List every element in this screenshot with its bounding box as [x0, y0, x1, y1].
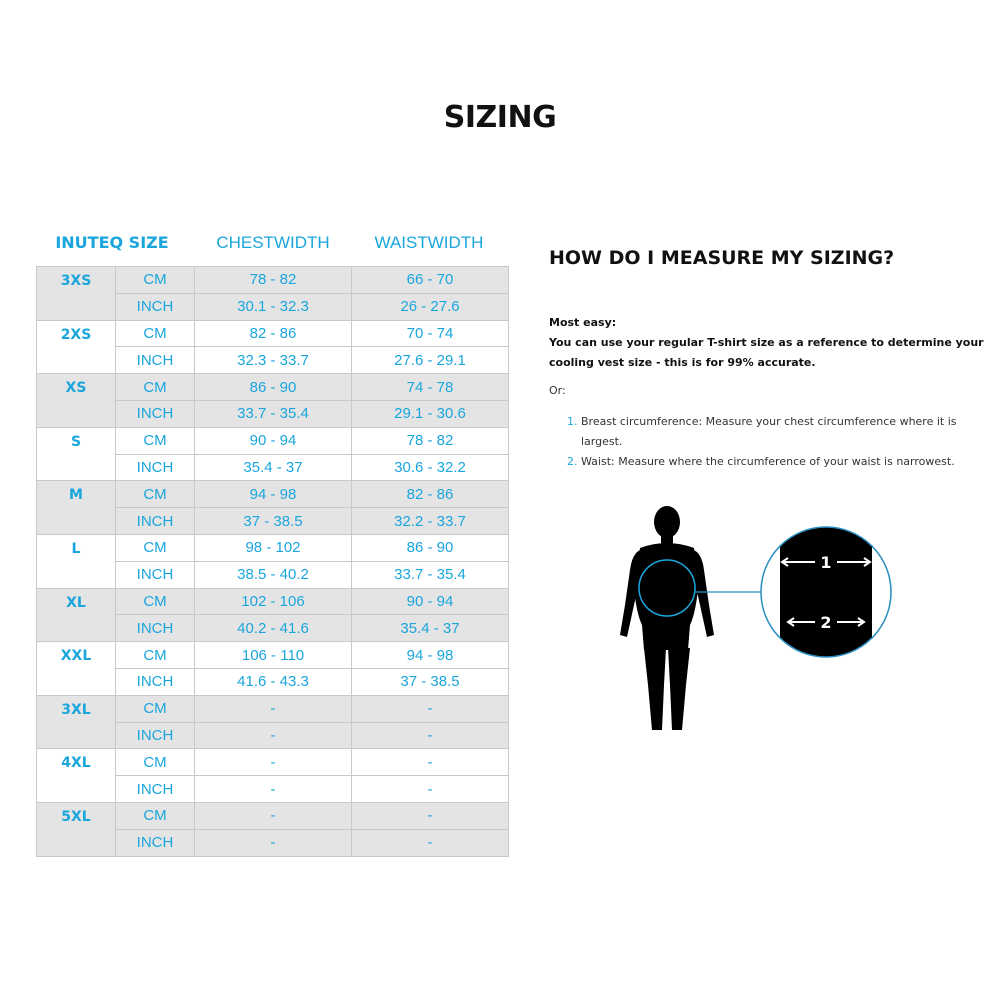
table-row: [37, 802, 509, 829]
measure-steps: [549, 412, 981, 472]
chest-value: 86 - 90: [195, 374, 352, 401]
waist-value: 90 - 94: [352, 588, 509, 615]
size-group: [37, 642, 509, 696]
size-label: 2XS: [37, 320, 116, 374]
size-group: [37, 695, 509, 749]
unit-cell: CM: [116, 481, 195, 508]
unit-cell: INCH: [116, 776, 195, 803]
unit-cell: CM: [116, 534, 195, 561]
size-label: XS: [37, 374, 116, 428]
size-column-header: INUTEQ SIZE: [55, 233, 169, 252]
diagram-label-1: 1: [820, 553, 832, 572]
unit-cell: INCH: [116, 508, 195, 535]
unit-cell: INCH: [116, 829, 195, 856]
size-group: [37, 481, 509, 535]
size-group: [37, 427, 509, 481]
unit-cell: INCH: [116, 722, 195, 749]
chest-value: 106 - 110: [195, 642, 352, 669]
body-silhouette-icon: [620, 506, 714, 730]
unit-cell: CM: [116, 267, 195, 294]
page-title: SIZING: [443, 100, 557, 135]
size-label: 3XS: [37, 267, 116, 321]
chest-value: 35.4 - 37: [195, 454, 352, 481]
body-measurement-diagram: [610, 500, 900, 740]
unit-cell: CM: [116, 427, 195, 454]
unit-cell: CM: [116, 695, 195, 722]
size-label: XXL: [37, 642, 116, 696]
unit-cell: INCH: [116, 293, 195, 320]
waist-value: 86 - 90: [352, 534, 509, 561]
waist-value: 33.7 - 35.4: [352, 561, 509, 588]
table-row: [37, 695, 509, 722]
waist-value: 82 - 86: [352, 481, 509, 508]
size-label: M: [37, 481, 116, 535]
table-row: [37, 534, 509, 561]
table-row: [37, 320, 509, 347]
unit-cell: CM: [116, 320, 195, 347]
waist-value: -: [352, 776, 509, 803]
chest-value: 94 - 98: [195, 481, 352, 508]
size-label: 3XL: [37, 695, 116, 749]
size-group: [37, 749, 509, 803]
waist-value: 78 - 82: [352, 427, 509, 454]
unit-cell: INCH: [116, 668, 195, 695]
or-label: Or:: [549, 384, 566, 397]
waist-value: -: [352, 829, 509, 856]
chest-value: 41.6 - 43.3: [195, 668, 352, 695]
table-row: [37, 481, 509, 508]
table-row: [37, 749, 509, 776]
chest-value: 38.5 - 40.2: [195, 561, 352, 588]
unit-cell: CM: [116, 749, 195, 776]
chest-value: -: [195, 695, 352, 722]
chest-value: -: [195, 776, 352, 803]
unit-cell: INCH: [116, 347, 195, 374]
diagram-label-2: 2: [820, 613, 832, 632]
size-group: [37, 320, 509, 374]
waist-value: 26 - 27.6: [352, 293, 509, 320]
chest-value: 78 - 82: [195, 267, 352, 294]
waist-value: 29.1 - 30.6: [352, 400, 509, 427]
waist-value: -: [352, 695, 509, 722]
waist-value: 35.4 - 37: [352, 615, 509, 642]
unit-cell: CM: [116, 374, 195, 401]
size-group: [37, 802, 509, 856]
size-label: 4XL: [37, 749, 116, 803]
waist-value: 37 - 38.5: [352, 668, 509, 695]
waist-value: 66 - 70: [352, 267, 509, 294]
unit-cell: CM: [116, 588, 195, 615]
size-label: S: [37, 427, 116, 481]
sizing-table: [36, 266, 509, 857]
size-group: [37, 534, 509, 588]
size-label: XL: [37, 588, 116, 642]
chest-value: 98 - 102: [195, 534, 352, 561]
measure-heading: HOW DO I MEASURE MY SIZING?: [549, 247, 895, 269]
waist-value: -: [352, 722, 509, 749]
unit-cell: CM: [116, 642, 195, 669]
step-waist: 2. Waist: Measure where the circumference of your waist is narrowest.: [581, 452, 981, 472]
table-row: [37, 427, 509, 454]
waist-value: -: [352, 802, 509, 829]
chest-value: -: [195, 802, 352, 829]
size-label: 5XL: [37, 802, 116, 856]
tip-body: You can use your regular T-shirt size as a reference to determine your cooling vest size - this is for 99% accurate.: [549, 336, 984, 369]
chest-value: -: [195, 749, 352, 776]
chest-value: 102 - 106: [195, 588, 352, 615]
waist-column-header: WAISTWIDTH: [374, 233, 484, 252]
unit-cell: INCH: [116, 615, 195, 642]
table-row: [37, 642, 509, 669]
size-group: [37, 267, 509, 321]
waist-value: 27.6 - 29.1: [352, 347, 509, 374]
chest-value: -: [195, 829, 352, 856]
unit-cell: INCH: [116, 400, 195, 427]
waist-value: 74 - 78: [352, 374, 509, 401]
waist-value: -: [352, 749, 509, 776]
unit-cell: INCH: [116, 561, 195, 588]
size-label: L: [37, 534, 116, 588]
tip-heading: Most easy:: [549, 316, 617, 329]
chest-value: 90 - 94: [195, 427, 352, 454]
table-row: [37, 588, 509, 615]
unit-cell: INCH: [116, 454, 195, 481]
waist-value: 70 - 74: [352, 320, 509, 347]
chest-value: 40.2 - 41.6: [195, 615, 352, 642]
waist-value: 94 - 98: [352, 642, 509, 669]
chest-value: 82 - 86: [195, 320, 352, 347]
table-row: [37, 374, 509, 401]
waist-value: 32.2 - 33.7: [352, 508, 509, 535]
unit-cell: CM: [116, 802, 195, 829]
step-chest: 1. Breast circumference: Measure your chest circumference where it is largest.: [581, 412, 981, 452]
table-row: [37, 267, 509, 294]
size-group: [37, 374, 509, 428]
waist-value: 30.6 - 32.2: [352, 454, 509, 481]
chest-column-header: CHESTWIDTH: [216, 233, 330, 252]
chest-value: 32.3 - 33.7: [195, 347, 352, 374]
chest-value: 33.7 - 35.4: [195, 400, 352, 427]
chest-value: 30.1 - 32.3: [195, 293, 352, 320]
chest-value: 37 - 38.5: [195, 508, 352, 535]
size-group: [37, 588, 509, 642]
chest-value: -: [195, 722, 352, 749]
